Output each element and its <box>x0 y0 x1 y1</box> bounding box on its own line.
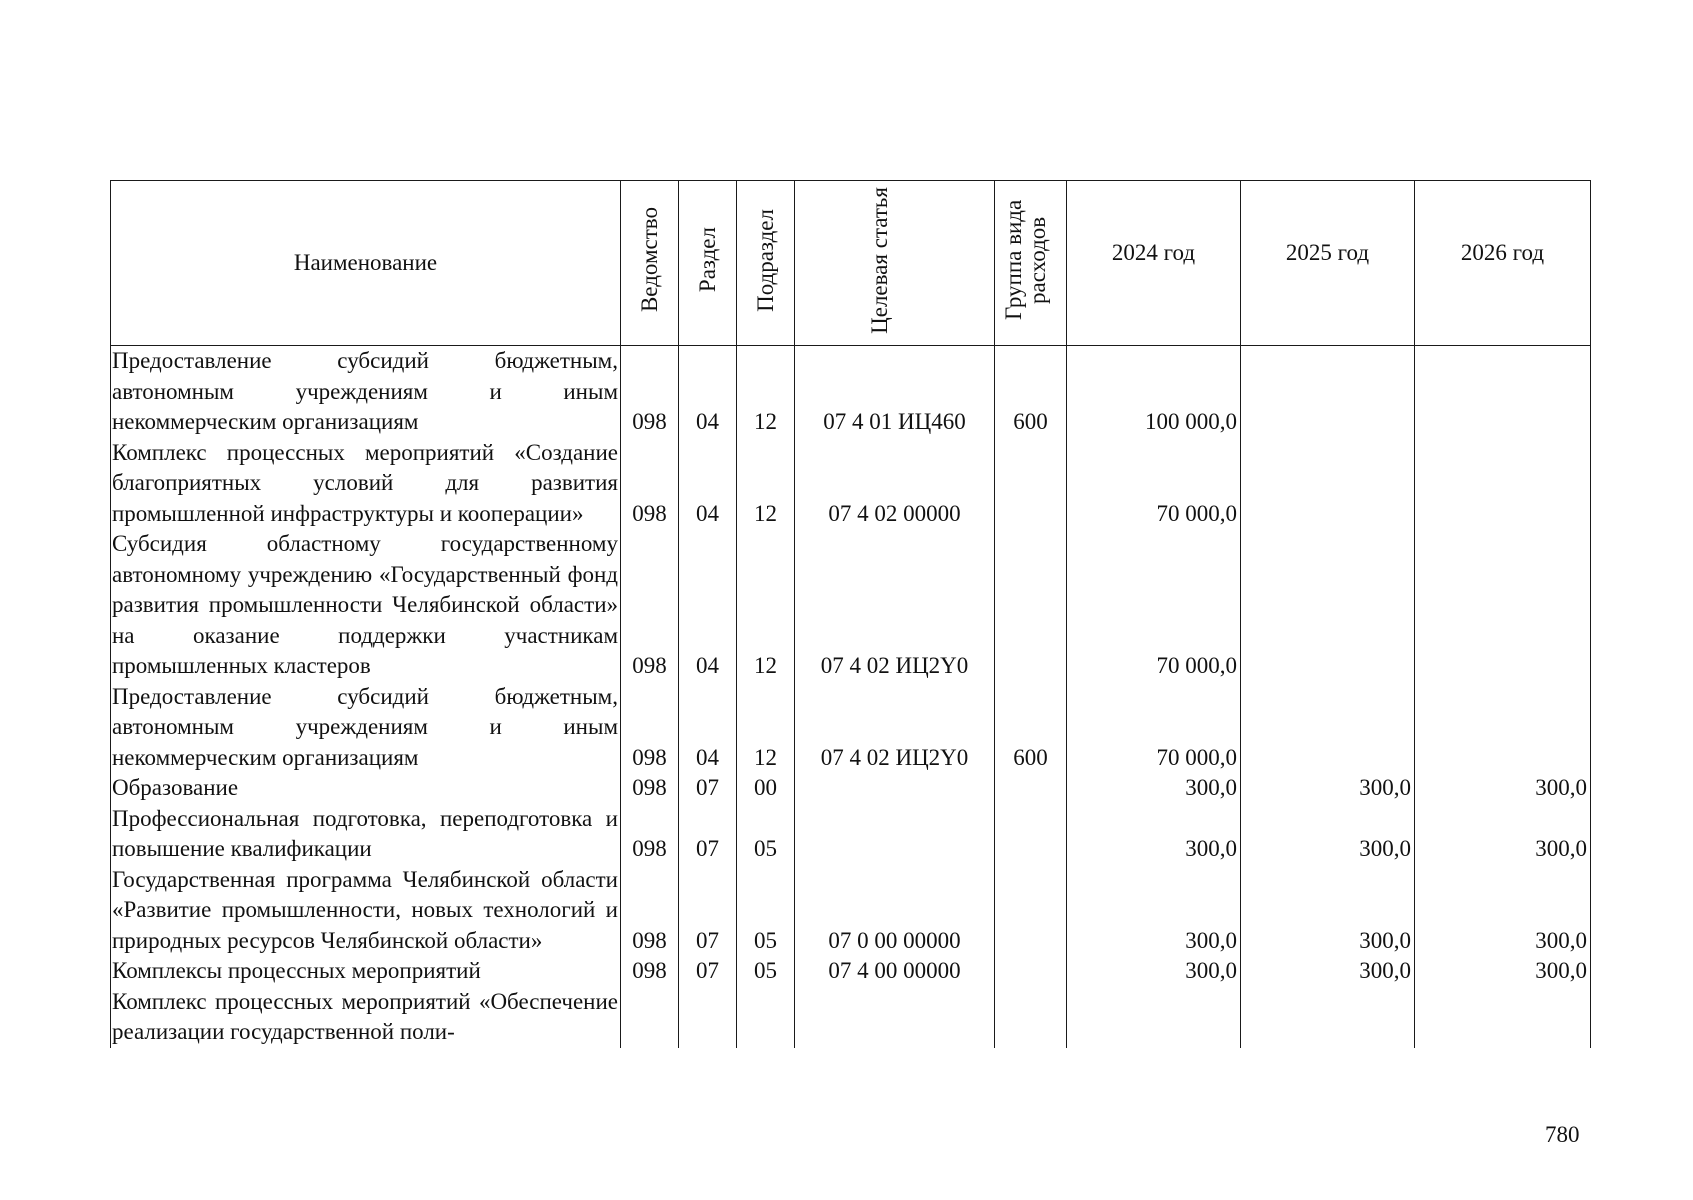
row-department: 098 <box>621 865 679 957</box>
row-subsection: 12 <box>737 438 795 530</box>
row-name: Профессиональная подготовка, переподготовка и повышение квалификации <box>111 804 621 865</box>
row-department: 098 <box>621 346 679 438</box>
row-subsection <box>737 987 795 1048</box>
row-department: 098 <box>621 438 679 530</box>
row-name: Предоставление субсидий бюджетным, автономным учреждениям и иным некоммерческим организациям <box>111 682 621 774</box>
header-2026: 2026 год <box>1415 181 1591 346</box>
row-target-article: 07 4 02 00000 <box>795 438 995 530</box>
row-target-article <box>795 987 995 1048</box>
row-2025 <box>1241 682 1415 774</box>
row-target-article: 07 4 02 ИЦ2Y0 <box>795 529 995 682</box>
row-section: 04 <box>679 682 737 774</box>
row-2025: 300,0 <box>1241 956 1415 987</box>
row-subsection: 05 <box>737 804 795 865</box>
row-subsection: 05 <box>737 865 795 957</box>
header-section: Раздел <box>679 181 737 346</box>
row-expense-group <box>995 865 1067 957</box>
row-2026: 300,0 <box>1415 773 1591 804</box>
row-expense-group <box>995 804 1067 865</box>
table-row <box>111 804 1591 865</box>
row-2026 <box>1415 987 1591 1048</box>
row-section: 04 <box>679 438 737 530</box>
table-row <box>111 438 1591 530</box>
row-target-article: 07 4 02 ИЦ2Y0 <box>795 682 995 774</box>
row-subsection: 12 <box>737 682 795 774</box>
row-subsection: 12 <box>737 346 795 438</box>
header-subsection: Подраздел <box>737 181 795 346</box>
row-department: 098 <box>621 773 679 804</box>
row-name: Комплекс процессных мероприятий «Создание благоприятных условий для развития промышленной инфраструктуры и кооперации» <box>111 438 621 530</box>
row-name: Государственная программа Челябинской области «Развитие промышленности, новых технологий и природных ресурсов Челябинской области» <box>111 865 621 957</box>
row-2025 <box>1241 529 1415 682</box>
row-2025 <box>1241 987 1415 1048</box>
row-target-article <box>795 804 995 865</box>
row-2024: 100 000,0 <box>1067 346 1241 438</box>
row-2024 <box>1067 987 1241 1048</box>
row-section: 07 <box>679 956 737 987</box>
row-2026 <box>1415 529 1591 682</box>
row-2025 <box>1241 438 1415 530</box>
row-section: 07 <box>679 804 737 865</box>
row-2025: 300,0 <box>1241 804 1415 865</box>
row-section <box>679 987 737 1048</box>
row-2025: 300,0 <box>1241 773 1415 804</box>
row-2026 <box>1415 438 1591 530</box>
row-2026: 300,0 <box>1415 865 1591 957</box>
row-2026: 300,0 <box>1415 804 1591 865</box>
row-2024: 70 000,0 <box>1067 529 1241 682</box>
table-row <box>111 865 1591 957</box>
row-target-article: 07 0 00 00000 <box>795 865 995 957</box>
table-row <box>111 529 1591 682</box>
row-section: 07 <box>679 773 737 804</box>
row-section: 04 <box>679 346 737 438</box>
row-2026 <box>1415 682 1591 774</box>
row-section: 04 <box>679 529 737 682</box>
row-expense-group <box>995 529 1067 682</box>
row-expense-group <box>995 956 1067 987</box>
table-row <box>111 682 1591 774</box>
row-target-article <box>795 773 995 804</box>
row-name: Образование <box>111 773 621 804</box>
row-2024: 70 000,0 <box>1067 438 1241 530</box>
table-row <box>111 987 1591 1048</box>
table-row <box>111 346 1591 438</box>
header-expense-group: Группа вида расходов <box>995 181 1067 346</box>
header-2025: 2025 год <box>1241 181 1415 346</box>
table-row <box>111 773 1591 804</box>
row-department: 098 <box>621 682 679 774</box>
row-target-article: 07 4 00 00000 <box>795 956 995 987</box>
row-subsection: 00 <box>737 773 795 804</box>
header-2024: 2024 год <box>1067 181 1241 346</box>
row-2024: 300,0 <box>1067 956 1241 987</box>
table-row <box>111 956 1591 987</box>
row-target-article: 07 4 01 ИЦ460 <box>795 346 995 438</box>
row-name: Предоставление субсидий бюджетным, автономным учреждениям и иным некоммерческим организациям <box>111 346 621 438</box>
row-expense-group <box>995 438 1067 530</box>
header-row <box>111 181 1591 346</box>
row-name: Комплексы процессных мероприятий <box>111 956 621 987</box>
header-name: Наименование <box>111 181 621 346</box>
row-expense-group <box>995 773 1067 804</box>
row-department: 098 <box>621 956 679 987</box>
row-name: Комплекс процессных мероприятий «Обеспечение реализации государственной поли- <box>111 987 621 1048</box>
page-number: 780 <box>1545 1122 1580 1147</box>
row-section: 07 <box>679 865 737 957</box>
row-subsection: 12 <box>737 529 795 682</box>
row-expense-group <box>995 987 1067 1048</box>
row-2026 <box>1415 346 1591 438</box>
row-expense-group: 600 <box>995 682 1067 774</box>
row-subsection: 05 <box>737 956 795 987</box>
row-expense-group: 600 <box>995 346 1067 438</box>
row-2024: 300,0 <box>1067 804 1241 865</box>
row-2024: 300,0 <box>1067 773 1241 804</box>
header-target-article: Целевая статья <box>795 181 995 346</box>
budget-table <box>110 180 1591 1048</box>
row-2024: 70 000,0 <box>1067 682 1241 774</box>
row-2026: 300,0 <box>1415 956 1591 987</box>
header-department: Ведомство <box>621 181 679 346</box>
row-name: Субсидия областному государственному автономному учреждению «Государственный фонд развития промышленности Челябинской области» на оказание поддержки участникам промышленных кластеров <box>111 529 621 682</box>
row-2025 <box>1241 346 1415 438</box>
row-department: 098 <box>621 529 679 682</box>
row-2024: 300,0 <box>1067 865 1241 957</box>
row-2025: 300,0 <box>1241 865 1415 957</box>
row-department <box>621 987 679 1048</box>
row-department: 098 <box>621 804 679 865</box>
